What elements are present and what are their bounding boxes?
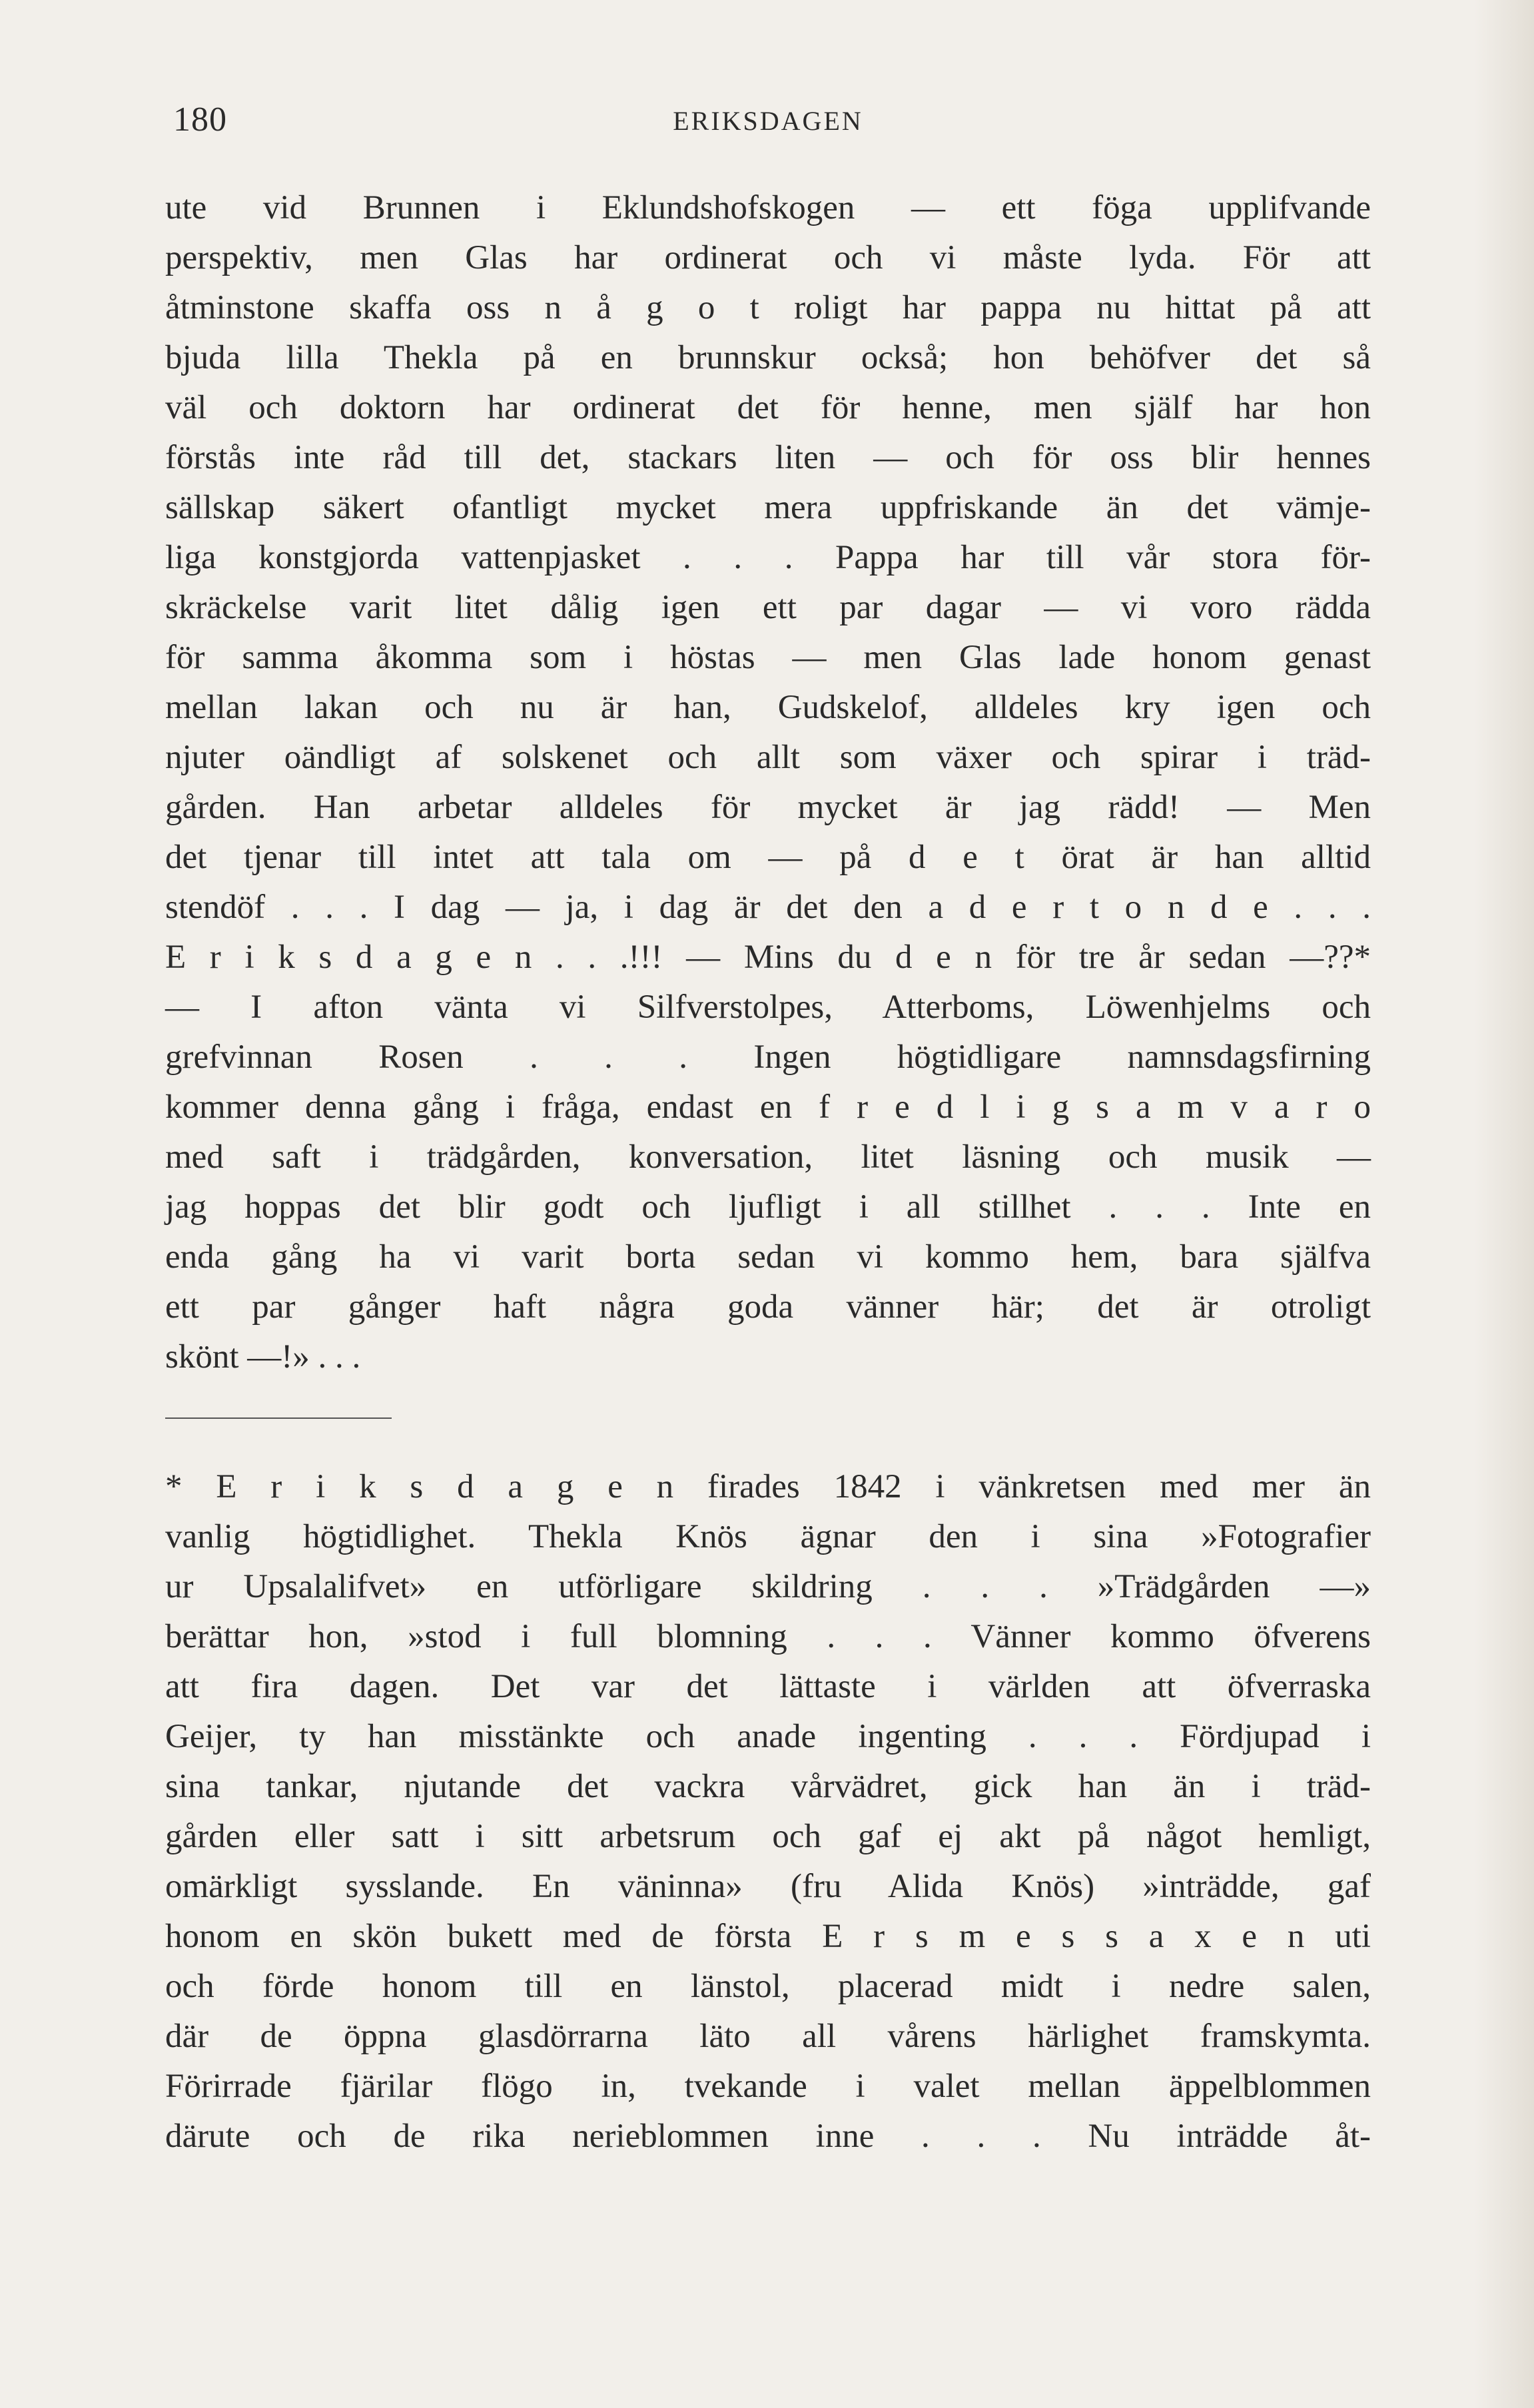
text-line: enda gång ha vi varit borta sedan vi kommo hem, bara själfva — [165, 1238, 1371, 1276]
text-line: väl och doktorn har ordinerat det för henne, men själf har hon — [165, 389, 1371, 426]
text-line: mellan lakan och nu är han, Gudskelof, alldeles kry igen och — [165, 689, 1371, 726]
text-line: skönt —!» . . . — [165, 1338, 361, 1376]
page-header — [165, 100, 1371, 147]
footnote-line: därute och de rika nerieblommen inne . . . Nu inträdde åt- — [165, 2118, 1371, 2155]
footnote — [165, 1462, 1371, 2162]
footnote-line: Förirrade fjärilar flögo in, tvekande i valet mellan äppelblommen — [165, 2068, 1371, 2105]
text-line: sällskap säkert ofantligt mycket mera uppfriskande än det vämje- — [165, 489, 1371, 526]
text-line: bjuda lilla Thekla på en brunnskur också; hon behöfver det så — [165, 339, 1371, 376]
text-line: förstås inte råd till det, stackars liten — och för oss blir hennes — [165, 439, 1371, 476]
running-head: ERIKSDAGEN — [673, 106, 863, 136]
text-line: gården. Han arbetar alldeles för mycket är jag rädd! — Men — [165, 789, 1371, 826]
page-number: 180 — [173, 101, 227, 139]
footnote-line: och förde honom till en länstol, placerad midt i nedre salen, — [165, 1968, 1371, 2005]
footnote-line: Geijer, ty han misstänkte och anade ingenting . . . Fördjupad i — [165, 1718, 1371, 1755]
footnote-line: att fira dagen. Det var det lättaste i världen att öfverraska — [165, 1668, 1371, 1705]
text-line: ett par gånger haft några goda vänner här; det är otroligt — [165, 1288, 1371, 1326]
text-line: liga konstgjorda vattenpjasket . . . Pappa har till vår stora för- — [165, 539, 1371, 576]
footnote-line: där de öppna glasdörrarna läto all vårens härlighet framskymta. — [165, 2018, 1371, 2055]
footnote-line: berättar hon, »stod i full blomning . . . Vänner kommo öfverens — [165, 1618, 1371, 1655]
text-line: jag hoppas det blir godt och ljufligt i all stillhet . . . Inte en — [165, 1188, 1371, 1226]
text-line: njuter oändligt af solskenet och allt som växer och spirar i träd- — [165, 739, 1371, 776]
footnote-divider — [165, 1417, 392, 1419]
text-line: åtminstone skaffa oss n å g o t roligt har pappa nu hittat på att — [165, 289, 1371, 326]
text-line: för samma åkomma som i höstas — men Glas lade honom genast — [165, 639, 1371, 676]
text-line: grefvinnan Rosen . . . Ingen högtidligare namnsdagsfirning — [165, 1038, 1371, 1076]
footnote-line: ur Upsalalifvet» en utförligare skildring . . . »Trädgården —» — [165, 1568, 1371, 1605]
footnote-line: vanlig högtidlighet. Thekla Knös ägnar den i sina »Fotografier — [165, 1518, 1371, 1555]
page-edge-shading — [1474, 0, 1534, 2408]
footnote-line: sina tankar, njutande det vackra vårvädret, gick han än i träd- — [165, 1768, 1371, 1805]
text-line: perspektiv, men Glas har ordinerat och vi måste lyda. För att — [165, 239, 1371, 276]
text-line: stendöf . . . I dag — ja, i dag är det den a d e r t o n d e . . . — [165, 889, 1371, 926]
text-line: E r i k s d a g e n . . .!!! — Mins du d e n för tre år sedan —??* — [165, 939, 1371, 976]
text-line: det tjenar till intet att tala om — på d e t örat är han alltid — [165, 839, 1371, 876]
footnote-line: * E r i k s d a g e n firades 1842 i vänkretsen med mer än — [165, 1468, 1371, 1505]
text-line: kommer denna gång i fråga, endast en f r e d l i g s a m v a r o — [165, 1088, 1371, 1126]
body-text — [165, 183, 1371, 1382]
text-line: skräckelse varit litet dålig igen ett par dagar — vi voro rädda — [165, 589, 1371, 626]
text-line: ute vid Brunnen i Eklundshofskogen — ett föga upplifvande — [165, 189, 1371, 226]
text-line: med saft i trädgården, konversation, litet läsning och musik — — [165, 1138, 1371, 1176]
text-line: — I afton vänta vi Silfverstolpes, Atterboms, Löwenhjelms och — [165, 989, 1371, 1026]
footnote-line: honom en skön bukett med de första E r s m e s s a x e n uti — [165, 1918, 1371, 1955]
footnote-line: omärkligt sysslande. En väninna» (fru Alida Knös) »inträdde, gaf — [165, 1868, 1371, 1905]
footnote-line: gården eller satt i sitt arbetsrum och gaf ej akt på något hemligt, — [165, 1818, 1371, 1855]
